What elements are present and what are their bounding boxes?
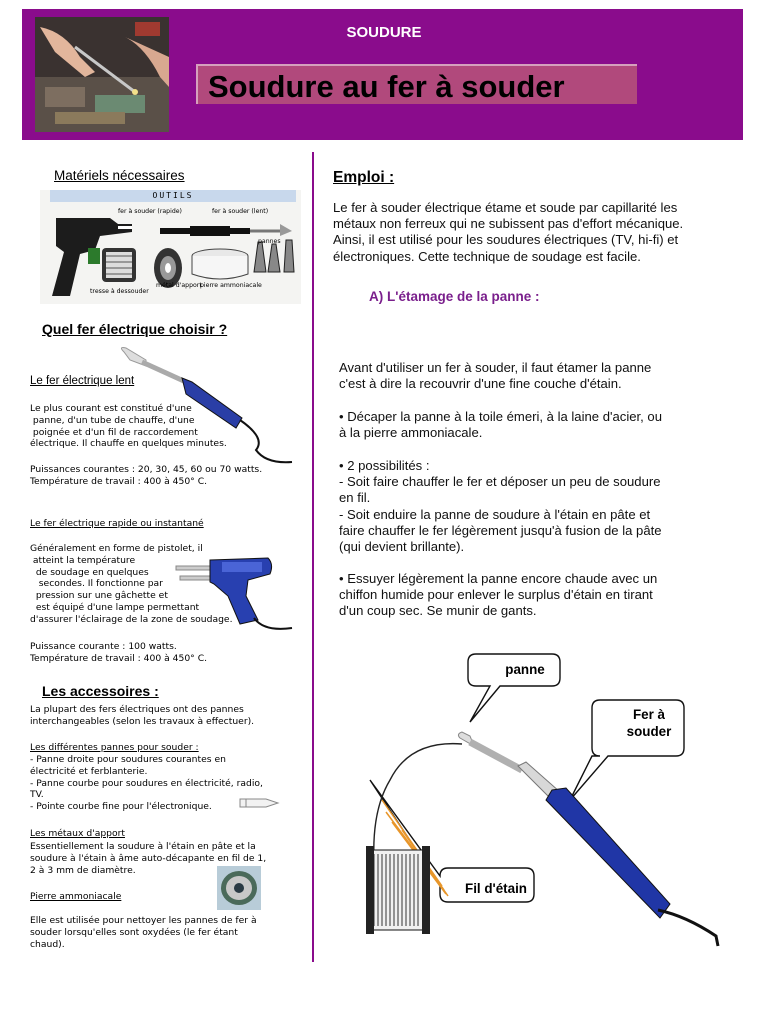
- slow-iron-description: Le plus courant est constitué d'une panne, d'un tube de chauffe, d'une poignée et d'un fil de raccordement électrique. Il chauffe en quelques minutes.: [30, 403, 227, 450]
- column-divider: [312, 152, 314, 962]
- tip-image: [238, 796, 280, 810]
- which-iron-title: Quel fer électrique choisir ?: [42, 321, 228, 337]
- tool-label-slow-iron: fer à souder (lent): [212, 208, 269, 215]
- accessories-description: La plupart des fers électriques ont des pannes interchangeables (selon les travaux à effectuer).: [30, 704, 255, 727]
- fast-iron-image: [174, 552, 294, 634]
- paragraph-cleaning: • Décaper la panne à la toile émeri, à la laine d'acier, ou à la pierre ammoniacale.: [339, 409, 662, 441]
- fast-iron-title: Le fer électrique rapide ou instantané: [30, 518, 204, 529]
- page-title: Soudure au fer à souder: [208, 69, 565, 104]
- tool-label-filler: métal d'apport: [156, 282, 202, 289]
- header-subtitle: SOUDURE: [346, 24, 422, 41]
- tips-list: - Panne droite pour soudures courantes en électricité et ferblanterie. - Panne courbe pour soudures en électricité, radio, TV. - Pointe courbe fine pour l'électronique.: [30, 754, 263, 813]
- tool-label-braid: tresse à dessouder: [90, 288, 149, 295]
- paragraph-wiping: • Essuyer légèrement la panne encore chaude avec un chiffon humide pour enlever le surplus d'étain en tirant d'un coup sec. Se munir de gants.: [339, 571, 658, 619]
- tips-title: Les différentes pannes pour souder :: [30, 742, 199, 753]
- fast-iron-specs: Puissance courante : 100 watts. Température de travail : 400 à 450° C.: [30, 641, 208, 664]
- filler-title: Les métaux d'apport: [30, 828, 125, 839]
- stone-title: Pierre ammoniacale: [30, 891, 122, 902]
- callout-fer-label: Fer à souder: [626, 707, 672, 739]
- emploi-title: Emploi :: [333, 169, 395, 186]
- tool-label-stone: pierre ammoniacale: [200, 282, 262, 289]
- stone-description: Elle est utilisée pour nettoyer les pannes de fer à souder lorsqu'elles sont oxydées (le fer étant chaud).: [30, 915, 257, 950]
- tool-label-fast-iron: fer à souder (rapide): [118, 208, 182, 215]
- paragraph-tinning-intro: Avant d'utiliser un fer à souder, il faut étamer la panne c'est à dire la recouvrir d'une fine couche d'étain.: [339, 360, 652, 392]
- materials-title: Matériels nécessaires: [54, 168, 185, 183]
- fast-iron-description: Généralement en forme de pistolet, il atteint la température de soudage en quelques secondes. Il fonctionne par pression sur une gâchette et est équipé d'une lampe permettant d'assurer l'éclairage de la zone de soudage.: [30, 543, 233, 625]
- paragraph-possibilities: • 2 possibilités : - Soit faire chauffer le fer et déposer un peu de soudure en fil. - Soit enduire la panne de soudure à l'étain en pâte et faire chauffer le fer légèrement jusqu'à fusion de la pâte (qui devient brillante).: [339, 458, 662, 555]
- accessories-title: Les accessoires :: [42, 683, 159, 699]
- slow-iron-title: Le fer électrique lent: [30, 375, 135, 387]
- solder-spool-image: [217, 866, 261, 910]
- tools-banner: OUTILS: [50, 190, 296, 202]
- filler-description: Essentiellement la soudure à l'étain en pâte et la soudure à l'étain à âme auto-décapante en fil de 1, 2 à 3 mm de diamètre.: [30, 841, 267, 876]
- tool-label-tips: pannes: [258, 238, 281, 245]
- emploi-text: Le fer à souder électrique étame et soude par capillarité les métaux non ferreux qui ne subissent pas d'effort mécanique. Ainsi, il est utilisé pour les soudures électriques (TV, hi-fi) et électroniques. Cette technique de soudage est facile.: [333, 200, 684, 264]
- tools-illustration: [40, 190, 301, 304]
- soldering-iron-diagram: [330, 640, 730, 950]
- section-a-title: A) L'étamage de la panne :: [369, 289, 540, 304]
- callout-fil-label: Fil d'étain: [465, 881, 527, 896]
- slow-iron-specs: Puissances courantes : 20, 30, 45, 60 ou 70 watts. Température de travail : 400 à 450° C.: [30, 464, 263, 487]
- callout-panne-label: panne: [505, 662, 545, 677]
